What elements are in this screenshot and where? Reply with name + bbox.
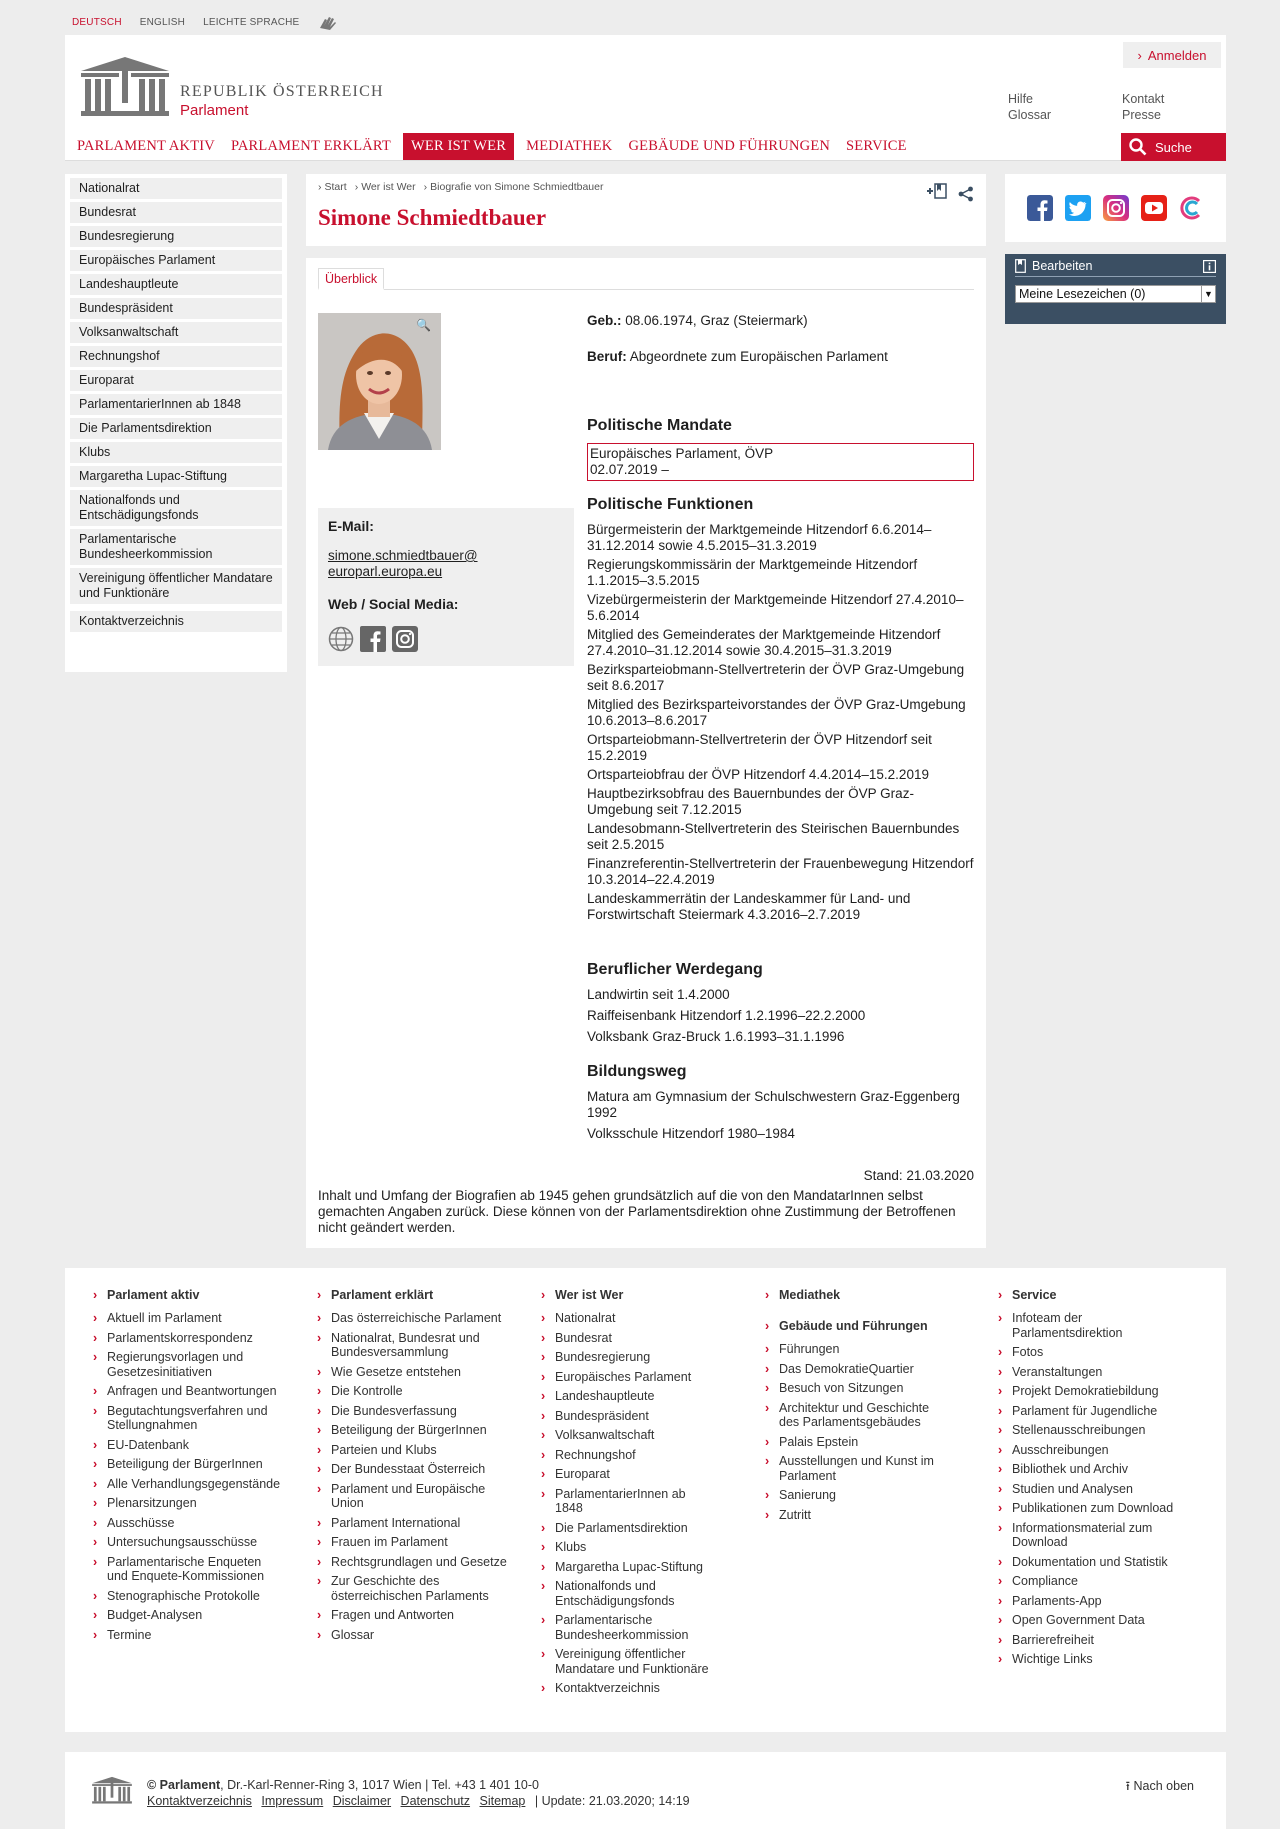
function-item: Bürgermeisterin der Marktgemeinde Hitzendorf 6.6.2014–31.12.2014 sowie 4.5.2015–31.3.2019 [587,522,932,553]
header-links-contact [1122,91,1164,123]
career-section [587,961,977,1048]
portrait-photo[interactable] [318,313,441,450]
career-item: Landwirtin seit 1.4.2000 [587,987,730,1002]
nav-parlament-aktiv[interactable]: PARLAMENT AKTIV [77,138,215,154]
mandates-section [587,417,977,481]
function-item: Mitglied des Gemeinderates der Marktgemeinde Hitzendorf 27.4.2010–31.12.2014 sowie 30.4.2015–31.3.2019 [587,627,941,658]
sidebar-item-bundesrat[interactable]: Bundesrat [70,202,282,223]
tab-divider [318,289,974,290]
education-item: Volksschule Hitzendorf 1980–1984 [587,1126,795,1141]
footer-link[interactable]: › Parlament International [317,1516,507,1531]
breadcrumb-start-label: › Start [318,181,347,193]
footer-link[interactable]: › Bibliothek und Archiv [998,1462,1188,1477]
footer-link[interactable]: › Veranstaltungen [998,1365,1188,1380]
footer-link[interactable]: › Nationalrat [541,1311,721,1326]
footer-link[interactable]: › Regierungsvorlagen und Gesetzesinitiativen [93,1350,283,1379]
sidebar-item-bundespraesident[interactable]: Bundespräsident [70,298,282,319]
footer-link[interactable]: › Begutachtungsverfahren und Stellungnahmen [93,1404,283,1433]
footer-link[interactable]: › Vereinigung öffentlicher Mandatare und Funktionäre [541,1647,721,1676]
facebook-icon[interactable] [1027,195,1053,221]
brand-subtitle: Parlament [180,102,249,119]
sidebar-item-nationalfonds[interactable]: Nationalfonds und Entschädigungsfonds [70,490,282,526]
mandate-line1: Europäisches Parlament, ÖVP [590,446,774,461]
help-link[interactable]: Hilfe [1008,92,1034,106]
update-info: | Update: 21.03.2020; 14:19 [534,1794,690,1808]
instagram-icon[interactable] [1103,195,1129,221]
chevron-right-icon: › [1137,47,1142,63]
contact-link[interactable]: Kontakt [1122,92,1165,106]
job-label: Beruf: [587,349,627,364]
language-bar [72,14,343,30]
copyright: © Parlament [147,1778,221,1792]
footer-link[interactable]: › Termine [93,1628,283,1643]
footer-link[interactable]: › Das DemokratieQuartier [765,1362,945,1377]
sidebar-item-eu-parlament[interactable]: Europäisches Parlament [70,250,282,271]
footer-link[interactable]: › Wie Gesetze entstehen [317,1365,507,1380]
bookmark-file-icon [1015,259,1026,273]
sidebar-item-bundesregierung[interactable]: Bundesregierung [70,226,282,247]
footer-heading[interactable]: › Service [998,1288,1188,1302]
footer-link[interactable]: › Kontaktverzeichnis [541,1681,721,1696]
sign-language-icon[interactable] [317,13,343,31]
share-icon[interactable] [958,186,974,202]
career-title: Beruflicher Werdegang [587,961,763,978]
disclaimer-link[interactable]: Disclaimer [332,1794,392,1808]
footer-link[interactable]: › Der Bundesstaat Österreich [317,1462,507,1477]
footer-col-parlament-erklaert [317,1288,507,1647]
footer-heading[interactable]: › Parlament aktiv [93,1288,283,1302]
sidebar-item-parlamentsdirektion[interactable]: Die Parlamentsdirektion [70,418,282,439]
footer-link[interactable]: › Parlament für Jugendliche [998,1404,1188,1419]
footer-link[interactable]: › Studien und Analysen [998,1482,1188,1497]
breadcrumb [318,181,604,193]
footer-link[interactable]: › Besuch von Sitzungen [765,1381,945,1396]
function-item: Finanzreferentin-Stellvertreterin der Frauenbewegung Hitzendorf 10.3.2014–22.4.2019 [587,856,974,887]
globe-icon[interactable] [328,626,354,652]
breadcrumb-wer-ist-wer[interactable] [355,181,416,193]
sidebar-item-lupac-stiftung[interactable]: Margaretha Lupac-Stiftung [70,466,282,487]
social-media-box [1005,174,1226,242]
sitemap-link[interactable]: Sitemap [479,1794,526,1808]
footer-link[interactable]: › Sanierung [765,1488,945,1503]
footer-link[interactable]: › Wichtige Links [998,1652,1188,1667]
add-bookmark-icon[interactable] [926,182,948,200]
info-icon[interactable] [1203,260,1216,273]
edit-widget [1005,254,1226,324]
birth-info [587,313,977,329]
career-item: Volksbank Graz-Bruck 1.6.1993–31.1.1996 [587,1029,845,1044]
parliament-logo-small [91,1776,133,1804]
footer-link[interactable]: › Zur Geschichte des österreichischen Parlaments [317,1574,507,1603]
glossary-link[interactable]: Glossar [1008,108,1052,122]
zoom-icon[interactable]: 🔍 [416,318,431,332]
footer-link[interactable]: › Rechnungshof [541,1448,721,1463]
nav-parlament-erklaert[interactable]: PARLAMENT ERKLÄRT [230,138,391,154]
login-button[interactable] [1123,42,1221,68]
function-item: Vizebürgermeisterin der Marktgemeinde Hitzendorf 27.4.2010–5.6.2014 [587,592,964,623]
job-info [587,349,977,365]
header-links-help [1008,91,1051,123]
breadcrumb-current: › Biografie von Simone Schmiedtbauer [424,181,604,193]
twitter-icon[interactable] [1065,195,1091,221]
search-icon [1129,138,1147,156]
footer-col-mediathek [765,1288,945,1527]
lang-english-link[interactable]: ENGLISH [139,16,186,28]
footer-link[interactable]: › Architektur und Geschichte des Parlamentsgebäudes [765,1401,945,1430]
footer-contact-link[interactable]: Kontaktverzeichnis [147,1794,252,1808]
email-line1: simone.schmiedtbauer@ [328,548,478,563]
sidebar-item-parlamentarierinnen[interactable]: ParlamentarierInnen ab 1848 [70,394,282,415]
edit-widget-header [1015,260,1216,277]
footer-sitemap [65,1268,1226,1732]
sidebar-item-landeshauptleute[interactable]: Landeshauptleute [70,274,282,295]
footer-address [147,1777,690,1809]
bottom-bar [65,1752,1226,1829]
function-item: Hauptbezirksobfrau des Bauernbundes der ÖVP Graz-Umgebung seit 7.12.2015 [587,786,914,817]
portrait-image [318,313,441,450]
personal-social-links [328,626,564,652]
footer-link[interactable]: › Die Kontrolle [317,1384,507,1399]
biography-disclaimer: Inhalt und Umfang der Biografien ab 1945 gehen grundsätzlich auf die von den MandatarInnen selbst gemachten Angaben zurück. Diese können von der Parlamentsdirektion ohne Zustimmung der Betroffenen nicht geändert werden. [318,1188,956,1235]
career-item: Raiffeisenbank Hitzendorf 1.2.1996–22.2.2000 [587,1008,866,1023]
function-item: Landesobmann-Stellvertreterin des Steirischen Bauernbundes seit 2.5.2015 [587,821,960,852]
footer-link[interactable]: › EU-Datenbank [93,1438,283,1453]
tab-ueberblick[interactable]: Überblick [318,268,384,290]
footer-col-parlament-aktiv [93,1288,283,1647]
footer-link[interactable]: › Ausschüsse [93,1516,283,1531]
back-to-top-link[interactable] [1126,1777,1194,1798]
breadcrumb-start[interactable] [318,181,347,193]
functions-title: Politische Funktionen [587,496,754,513]
footer-link[interactable]: › Informationsmaterial zum Download [998,1521,1188,1550]
nav-mediathek[interactable]: MEDIATHEK [526,138,613,154]
back-to-top-label: Nach oben [1133,1779,1194,1793]
lang-deutsch-link[interactable]: DEUTSCH [72,16,122,28]
footer-link[interactable]: › Stellenausschreibungen [998,1423,1188,1438]
footer-link[interactable]: › Parlaments-App [998,1594,1188,1609]
footer-heading[interactable]: › Mediathek [765,1288,945,1302]
birth-label: Geb.: [587,313,622,328]
footer-link[interactable]: › Plenarsitzungen [93,1496,283,1511]
footer-link[interactable]: › Open Government Data [998,1613,1188,1628]
parliament-logo[interactable] [79,55,171,117]
search-label: Suche [1155,139,1192,155]
functions-section [587,496,977,926]
footer-link[interactable]: › Infoteam der Parlamentsdirektion [998,1311,1188,1340]
press-link[interactable]: Presse [1122,108,1161,122]
sidebar-item-vereinigung[interactable]: Vereinigung öffentlicher Mandatare und Funktionäre [70,568,282,604]
brand-title: REPUBLIK ÖSTERREICH [180,83,384,100]
footer-link[interactable]: › Projekt Demokratiebildung [998,1384,1188,1399]
nav-wer-ist-wer[interactable]: WER IST WER [403,133,514,160]
footer-link[interactable]: › Ausstellungen und Kunst im Parlament [765,1454,945,1483]
footer-link[interactable]: › Compliance [998,1574,1188,1589]
education-item: Matura am Gymnasium der Schulschwestern Graz-Eggenberg 1992 [587,1089,960,1120]
footer-link[interactable]: › ParlamentarierInnen ab 1848 [541,1487,691,1516]
footer-link[interactable]: › Rechtsgrundlagen und Gesetze [317,1555,507,1570]
sidebar-item-rechnungshof[interactable]: Rechnungshof [70,346,282,367]
footer-link[interactable]: › Parlamentskorrespondenz [93,1331,283,1346]
education-section [587,1063,977,1145]
sidebar-item-nationalrat[interactable]: Nationalrat [70,178,282,199]
footer-link[interactable]: › Barrierefreiheit [998,1633,1188,1648]
footer-link[interactable]: › Die Parlamentsdirektion [541,1521,721,1536]
mandate-entry [587,443,974,481]
footer-link[interactable]: › Publikationen zum Download [998,1501,1188,1516]
footer-link[interactable]: › Stenographische Protokolle [93,1589,283,1604]
footer-link[interactable]: › Parlament und Europäische Union [317,1482,507,1511]
privacy-link[interactable]: Datenschutz [400,1794,471,1808]
footer-link[interactable]: › Bundespräsident [541,1409,721,1424]
footer-heading[interactable]: › Wer ist Wer [541,1288,721,1302]
function-item: Regierungskommissärin der Marktgemeinde Hitzendorf 1.1.2015–3.5.2015 [587,557,918,588]
footer-col-service [998,1288,1188,1672]
birth-value: 08.06.1974, Graz (Steiermark) [625,313,808,328]
footer-link[interactable]: › Ausschreibungen [998,1443,1188,1458]
footer-link[interactable]: › Nationalfonds und Entschädigungsfonds [541,1579,721,1608]
function-item: Ortsparteiobmann-Stellvertreterin der ÖVP Hitzendorf seit 15.2.2019 [587,732,932,763]
footer-link[interactable]: › Europarat [541,1467,721,1482]
footer-link[interactable]: › Alle Verhandlungsgegenstände [93,1477,283,1492]
sidebar-item-klubs[interactable]: Klubs [70,442,282,463]
footer-col-wer-ist-wer [541,1288,721,1701]
sidebar-navigation [65,174,287,672]
footer-heading[interactable]: › Parlament erklärt [317,1288,507,1302]
footer-link[interactable]: › Glossar [317,1628,507,1643]
footer-link[interactable]: › Bundesregierung [541,1350,721,1365]
footer-link[interactable]: › Nationalrat, Bundesrat und Bundesversammlung [317,1331,507,1360]
footer-heading[interactable]: › Gebäude und Führungen [765,1319,945,1333]
nav-gebaeude[interactable]: GEBÄUDE UND FÜHRUNGEN [628,138,831,154]
footer-link[interactable]: › Margaretha Lupac-Stiftung [541,1560,721,1575]
address-text: , Dr.-Karl-Renner-Ring 3, 1017 Wien | Tel. +43 1 401 10-0 [220,1778,539,1792]
main-navigation [65,133,1226,161]
education-title: Bildungsweg [587,1063,687,1080]
footer-link[interactable]: › Beteiligung der BürgerInnen [317,1423,507,1438]
imprint-link[interactable]: Impressum [261,1794,324,1808]
footer-link[interactable]: › Beteiligung der BürgerInnen [93,1457,283,1472]
footer-link[interactable]: › Landeshauptleute [541,1389,721,1404]
demokratie-webstatt-icon[interactable] [1179,195,1205,221]
email-line2: europarl.europa.eu [328,564,443,579]
edit-widget-title: Bearbeiten [1032,259,1093,273]
footer-link[interactable]: › Zutritt [765,1508,945,1523]
title-panel [306,174,986,246]
function-item: Bezirksparteiobmann-Stellvertreterin der ÖVP Graz-Umgebung seit 8.6.2017 [587,662,965,693]
sidebar-item-bundesheerkommission[interactable]: Parlamentarische Bundesheerkommission [70,529,282,565]
footer-link[interactable]: › Führungen [765,1342,945,1357]
sidebar-item-volksanwaltschaft[interactable]: Volksanwaltschaft [70,322,282,343]
function-item: Landeskammerrätin der Landeskammer für Land- und Forstwirtschaft Steiermark 4.3.2016–2.7.2019 [587,891,911,922]
footer-link[interactable]: › Aktuell im Parlament [93,1311,283,1326]
bookmarks-select-value: Meine Lesezeichen (0) [1019,287,1146,301]
site-header [65,35,1226,161]
mandate-line2: 02.07.2019 – [590,462,669,477]
login-label: Anmelden [1147,47,1207,63]
footer-link[interactable]: › Parteien und Klubs [317,1443,507,1458]
footer-link[interactable]: › Parlamentarische Bundesheerkommission [541,1613,721,1642]
footer-link[interactable]: › Fragen und Antworten [317,1608,507,1623]
contact-box [318,508,574,666]
footer-link[interactable]: › Die Bundesverfassung [317,1404,507,1419]
web-social-label: Web / Social Media: [328,596,459,612]
footer-link[interactable]: › Anfragen und Beantwortungen [93,1384,283,1399]
arrow-up-icon: ⭱ [1125,1779,1131,1793]
facebook-icon[interactable] [360,626,386,652]
last-updated: Stand: 21.03.2020 [863,1168,974,1183]
mandates-title: Politische Mandate [587,417,732,434]
job-value: Abgeordnete zum Europäischen Parlament [629,349,888,364]
chevron-down-icon: ▼ [1201,286,1215,302]
footer-link[interactable]: › Klubs [541,1540,721,1555]
function-item: Ortsparteiobfrau der ÖVP Hitzendorf 4.4.2014–15.2.2019 [587,767,929,782]
bookmarks-select[interactable] [1015,285,1216,303]
footer-link[interactable]: › Dokumentation und Statistik [998,1555,1188,1570]
sidebar-item-kontaktverzeichnis[interactable]: Kontaktverzeichnis [70,611,282,632]
footer-link[interactable]: › Untersuchungsausschüsse [93,1535,283,1550]
instagram-icon[interactable] [392,626,418,652]
footer-link[interactable]: › Volksanwaltschaft [541,1428,721,1443]
footer-link[interactable]: › Budget-Analysen [93,1608,283,1623]
footer-link[interactable]: › Parlamentarische Enqueten und Enquete-Kommissionen [93,1555,283,1584]
nav-service[interactable]: SERVICE [846,138,907,154]
footer-link[interactable]: › Frauen im Parlament [317,1535,507,1550]
email-label: E-Mail: [328,518,374,534]
search-button[interactable] [1121,133,1226,161]
youtube-icon[interactable] [1141,195,1167,221]
footer-link[interactable]: › Fotos [998,1345,1188,1360]
lang-easy-link[interactable]: LEICHTE SPRACHE [203,16,300,28]
function-item: Mitglied des Bezirksparteivorstandes der ÖVP Graz-Umgebung 10.6.2013–8.6.2017 [587,697,966,728]
footer-link[interactable]: › Europäisches Parlament [541,1370,721,1385]
sidebar-item-europarat[interactable]: Europarat [70,370,282,391]
biography-content [306,258,986,1248]
footer-link[interactable]: › Das österreichische Parlament [317,1311,507,1326]
page-title: Simone Schmiedtbauer [318,205,547,230]
email-link[interactable] [328,548,564,580]
footer-link[interactable]: › Bundesrat [541,1331,721,1346]
breadcrumb-wer-label: › Wer ist Wer [355,181,416,193]
footer-link[interactable]: › Palais Epstein [765,1435,945,1450]
